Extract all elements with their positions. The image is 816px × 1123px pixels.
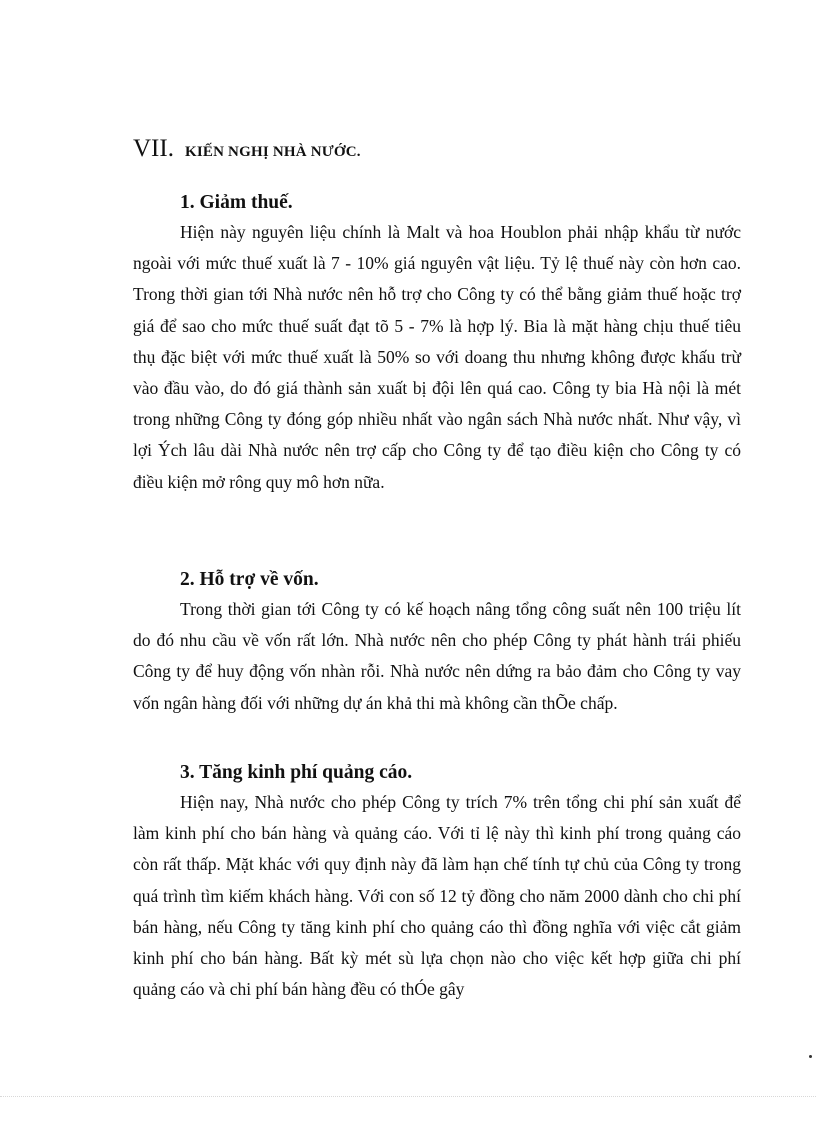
chapter-heading-text: KIẾN NGHỊ NHÀ NƯỚC. (184, 144, 361, 160)
section-paragraph: Hiện này nguyên liệu chính là Malt và hoa Houblon phải nhập khẩu từ nước ngoài với mức thuế xuất là 7 - 10% giá nguyên vật liệu. Tỷ lệ thuế này còn hơn cao. Trong thời gian tới Nhà nước nên hỗ trợ cho Công ty có thể bằng giảm thuế hoặc trợ giá để sao cho mức thuế suất đạt tõ 5 - 7% là hợp lý. Bia là mặt hàng chịu thuế tiêu thụ đặc biệt với mức thuế xuất là 50% so với doang thu nhưng không được khấu trừ vào đầu vào, do đó giá thành sản xuất bị đội lên quá cao. Công ty bia Hà nội là mét trong những Công ty đóng góp nhiều nhất vào ngân sách Nhà nước nhất. Như vậy, vì lợi Ých lâu dài Nhà nước nên trợ cấp cho Công ty để tạo điều kiện cho Công ty có điều kiện mở rông quy mô hơn nữa. (133, 222, 741, 492)
section-paragraph: Hiện nay, Nhà nước cho phép Công ty trích 7% trên tổng chi phí sản xuất để làm kinh phí cho bán hàng và quảng cáo. Với tỉ lệ này thì kinh phí trong quảng cáo còn rất thấp. Mặt khác với quy định này đã làm hạn chế tính tự chủ của Công ty trong quá trình tìm kiếm khách hàng. Với con số 12 tỷ đồng cho năm 2000 dành cho chi phí bán hàng, nếu Công ty tăng kinh phí cho quảng cáo thì đồng nghĩa với việc cắt giảm kinh phí cho bán hàng. Bất kỳ mét sù lựa chọn nào cho việc kết hợp giữa chi phí quảng cáo và chi phí bán hàng đều có thÓe gây (133, 792, 741, 1000)
page-bottom-divider (0, 1096, 816, 1097)
section-capital-support (133, 566, 741, 719)
chapter-title (133, 127, 361, 164)
chapter-number: VII. (133, 135, 174, 162)
section-heading: 3. Tăng kinh phí quảng cáo. (180, 762, 413, 783)
section-advertising-budget (133, 759, 741, 1005)
section-reduce-tax (133, 189, 741, 498)
section-heading: 1. Giảm thuế. (180, 192, 293, 213)
section-heading: 2. Hỗ trợ về vốn. (180, 569, 319, 590)
section-paragraph: Trong thời gian tới Công ty có kế hoạch nâng tổng công suất nên 100 triệu lít do đó nhu cầu về vốn rất lớn. Nhà nước nên cho phép Công ty phát hành trái phiếu Công ty để huy động vốn nhàn rỗi. Nhà nước nên dứng ra bảo đảm cho Công ty vay vốn ngân hàng đối với những dự án khả thi mà không cần thÕe chấp. (133, 599, 741, 713)
margin-dot-mark (809, 1055, 812, 1058)
